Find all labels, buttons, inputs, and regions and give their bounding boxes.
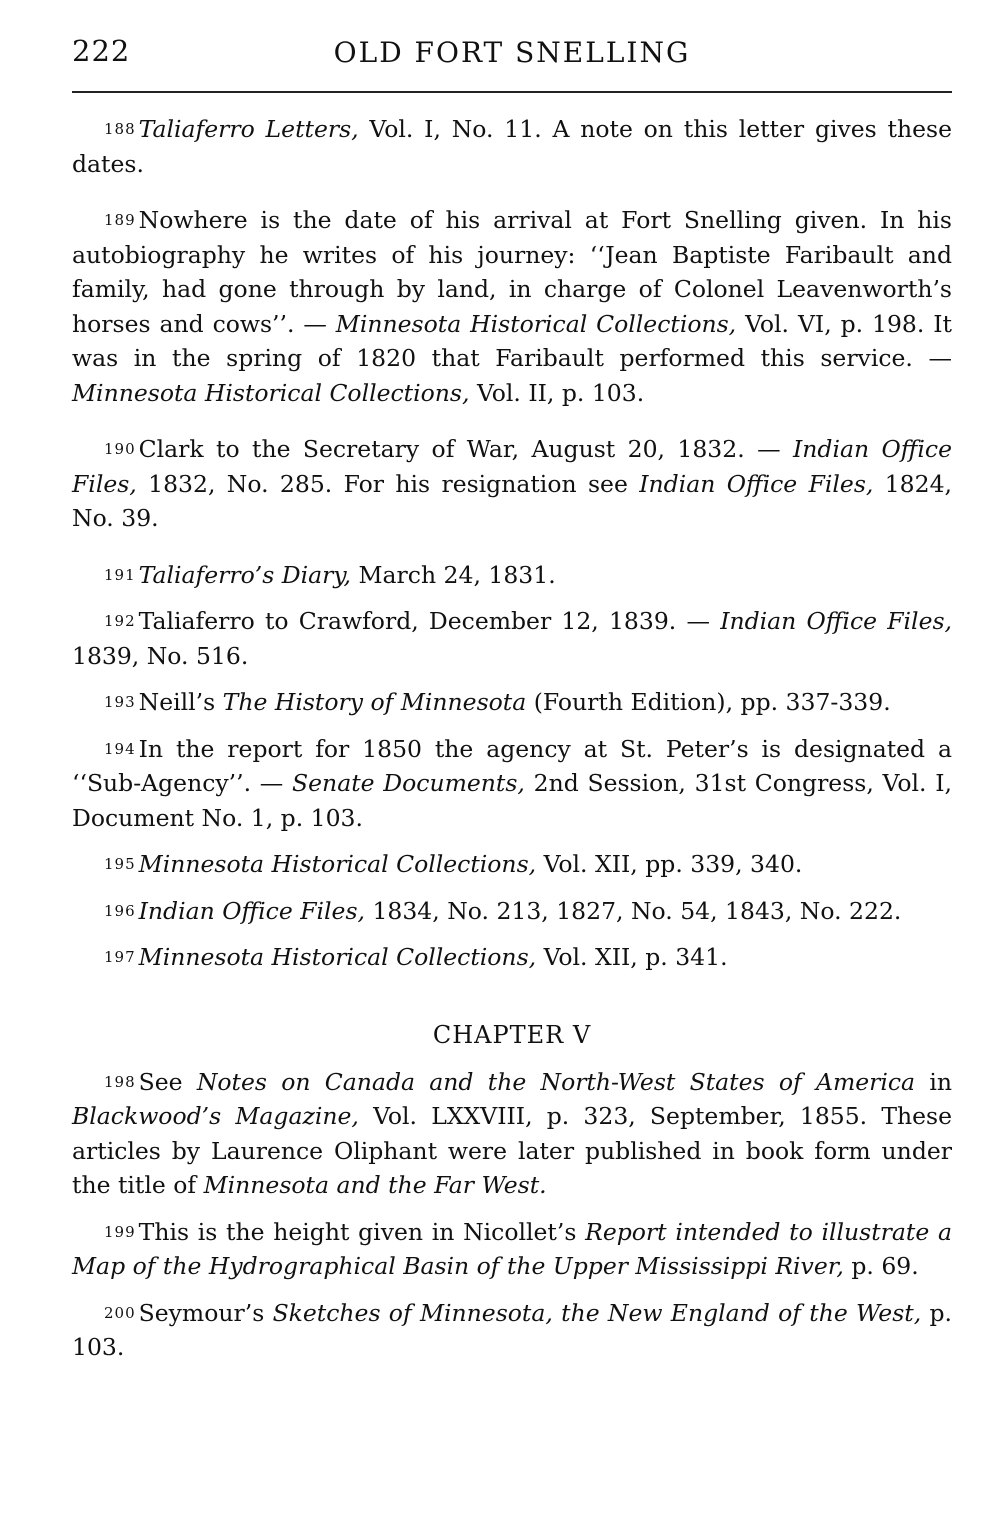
citation-title: Indian Office Files, <box>138 896 365 925</box>
footnote-number: 198 <box>104 1072 136 1091</box>
footnote-text: See <box>138 1067 197 1096</box>
footnote-189 <box>72 203 952 410</box>
citation-title: Minnesota Historical Collections, <box>335 309 737 338</box>
footnote-191 <box>72 558 952 593</box>
footnote-193 <box>72 685 952 720</box>
footnote-199 <box>72 1215 952 1284</box>
footnote-200 <box>72 1296 952 1365</box>
footnote-188 <box>72 112 952 181</box>
footnote-text: Vol. I, No. 11. A note on this letter gives these dates. <box>72 115 952 178</box>
footnote-text: (Fourth Edition), pp. 337-339. <box>526 688 891 716</box>
footnote-number: 194 <box>104 739 136 758</box>
footnote-text: Vol. XII, p. 341. <box>536 943 728 971</box>
footnote-text: p. 69. <box>843 1252 919 1280</box>
citation-title: Notes on Canada and the North-West States of America <box>196 1067 916 1096</box>
footnote-text: Vol. VI, p. 198. It was in the spring of 1820 that Faribault performed this service. — <box>72 309 952 372</box>
footnote-number: 190 <box>104 440 136 458</box>
running-title: OLD FORT SNELLING <box>333 36 691 69</box>
header-rule <box>72 91 952 93</box>
page-header <box>72 34 952 74</box>
footnote-text: in <box>915 1067 953 1096</box>
footnote-text: 2nd Session, 31st Congress, Vol. I, Document No. 1, p. 103. <box>72 769 952 832</box>
footnote-text: Vol. LXXVIII, p. 323, September, 1855. These articles by Laurence Oliphant were later published in book form under the title of <box>72 1102 953 1199</box>
citation-title: Senate Documents, <box>292 769 525 797</box>
footnote-number: 193 <box>104 693 136 711</box>
footnote-number: 191 <box>104 565 136 584</box>
footnote-text: March 24, 1831. <box>351 560 556 589</box>
footnote-text: Seymour’s <box>138 1298 273 1327</box>
footnote-text: Nowhere is the date of his arrival at Fort Snelling given. In his autobiography he writes of his journey: ‘‘Jean Baptiste Faribault and family, had gone through by land, in charge of Colonel Leavenworth’s horses and cows’’. — <box>72 206 952 338</box>
footnote-text: 1832, No. 285. For his resignation see <box>136 469 640 498</box>
footnote-text: Vol. II, p. 103. <box>469 378 645 407</box>
footnote-198 <box>72 1065 952 1203</box>
footnote-text: Taliaferro to Crawford, December 12, 1839. — <box>138 607 721 635</box>
footnote-195 <box>72 847 952 882</box>
footnote-number: 196 <box>104 901 136 920</box>
citation-title: Taliaferro’s Diary, <box>138 560 351 589</box>
footnote-text: Neill’s <box>138 688 223 716</box>
citation-title: Indian Office Files, <box>720 607 952 635</box>
footnote-text: Vol. XII, pp. 339, 340. <box>536 850 803 878</box>
footnote-text: p. 103. <box>72 1298 952 1361</box>
footnote-text: 1839, No. 516. <box>72 641 249 670</box>
footnote-text: This is the height given in Nicollet’s <box>138 1217 586 1246</box>
citation-title: Minnesota Historical Collections, <box>72 378 470 407</box>
footnote-number: 195 <box>104 855 136 873</box>
chapter-heading: CHAPTER V <box>432 1020 592 1049</box>
footnote-text: 1834, No. 213, 1827, No. 54, 1843, No. 222. <box>364 896 902 925</box>
footnote-194 <box>72 732 952 836</box>
citation-title: Blackwood’s Magazine, <box>72 1102 359 1130</box>
citation-title: Taliaferro Letters, <box>138 115 359 143</box>
citation-title: Indian Office Files, <box>72 435 953 498</box>
citation-title: Sketches of Minnesota, the New England of the West, <box>272 1298 922 1327</box>
footnote-190 <box>72 432 952 536</box>
footnote-196 <box>72 894 952 929</box>
footnote-number: 189 <box>104 211 136 229</box>
citation-title: Minnesota Historical Collections, <box>138 850 537 878</box>
footnote-text: 1824, No. 39. <box>72 469 953 532</box>
citation-title: Minnesota Historical Collections, <box>138 943 537 971</box>
footnote-list <box>72 112 952 975</box>
footnote-197 <box>72 940 952 975</box>
citation-title: Indian Office Files, <box>639 469 874 498</box>
chapter-footnote-list <box>72 1065 952 1365</box>
footnote-number: 200 <box>104 1303 136 1322</box>
footnote-number: 197 <box>104 948 136 966</box>
footnote-text: In the report for 1850 the agency at St. Peter’s is designated a ‘‘Sub-Agency’’. — <box>72 734 952 797</box>
footnote-number: 188 <box>104 120 136 138</box>
citation-title: Report intended to illustrate a Map of the Hydrographical Basin of the Upper Mississippi River, <box>72 1217 952 1280</box>
page-number: 222 <box>72 34 131 68</box>
footnotes-section <box>72 112 952 1365</box>
footnote-192 <box>72 604 952 673</box>
citation-title: The History of Minnesota <box>222 688 527 716</box>
citation-title: Minnesota and the Far West. <box>203 1171 547 1199</box>
footnote-number: 192 <box>104 612 136 630</box>
footnote-text: Clark to the Secretary of War, August 20, 1832. — <box>138 435 793 463</box>
footnote-number: 199 <box>104 1222 136 1241</box>
